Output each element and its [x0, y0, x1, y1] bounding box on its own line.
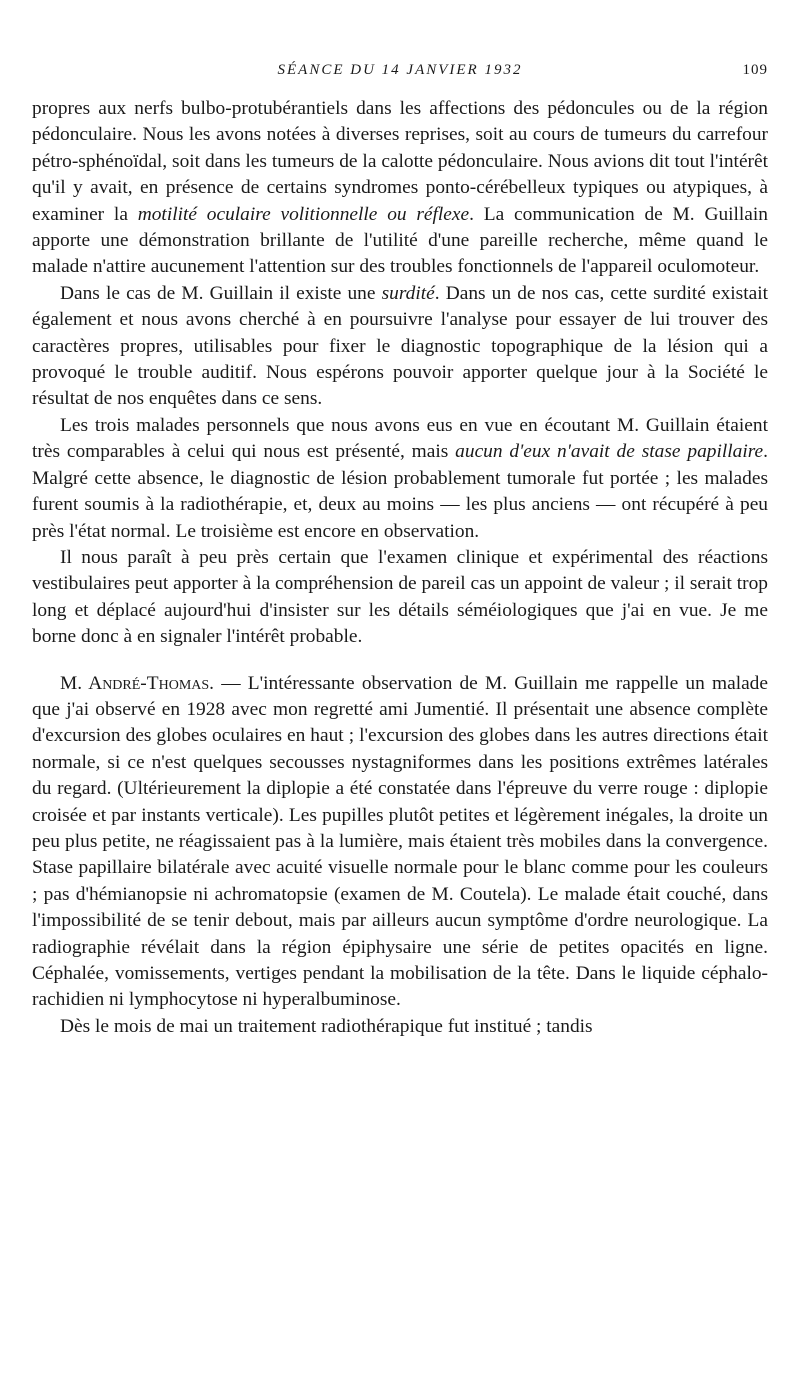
paragraph-2-text-c: . Dans un de nos cas, cette surdité existait également et nous avons cherché à en poursuivre l'analyse pour essayer de lui trouver des caractères propres, utilisables pour fixer le diagnostic topographique de la lésion qui a provoqué le trouble auditif. Nous espérons pouvoir apporter quelque jour à la Société le résultat de nos enquêtes dans ce sens. [32, 282, 768, 410]
paragraph-3 [32, 413, 768, 545]
paragraph-4: Il nous paraît à peu près certain que l'examen clinique et expérimental des réactions vestibulaires peut apporter à la compréhension de pareil cas un appoint de valeur ; il serait trop long et déplacé aujourd'hui d'insister sur les détails séméiologiques que j'ai en vue. Je me borne donc à en signaler l'intérêt probable. [32, 546, 768, 648]
paragraph-3-text-a: Les trois malades personnels que nous avons eus en vue en écoutant M. Guillain étaient très comparables à celui qui nous est présenté, mais [32, 414, 768, 463]
paragraph-1-text-a: propres aux nerfs bulbo-protubérantiels dans les affections des pédoncules ou de la région pédonculaire. Nous les avons notées à diverses reprises, soit au cours de tumeurs du carrefour pétro-sphénoïdal, soit dans les tumeurs de la calotte pédonculaire. Nous avions dit tout l'intérêt qu'il y avait, en présence de certains syndromes ponto-cérébelleux typiques ou atypiques, à examiner la [32, 98, 768, 225]
page-header [32, 62, 768, 86]
page-number: 109 [742, 62, 768, 78]
paragraph-6: Dès le mois de mai un traitement radiothérapique fut institué ; tandis [60, 1015, 593, 1037]
paragraph-1-emphasis: motilité oculaire volitionnelle ou réflexe [137, 203, 470, 225]
paragraph-2-text-a: Dans le cas de M. Guillain il existe une [60, 282, 382, 304]
paragraph-3-text-c: . Malgré cette absence, le diagnostic de lésion probablement tumorale fut portée ; les malades furent soumis à la radiothérapie, et, deux au moins — les plus anciens — ont récupéré à peu près l'état normal. Le troisième est encore en observation. [32, 441, 769, 542]
paragraph-5-text: — L'intéressante observation de M. Guillain me rappelle un malade que j'ai observé en 1928 avec mon regretté ami Jumentié. Il présentait une absence complète d'excursion des globes oculaires en haut ; l'excursion des globes dans les autres directions était normale, si ce n'est quelques secousses nystagniformes dans les positions extrêmes latérales du regard. (Ultérieurement la diplopie a été constatée dans l'épreuve du verre rouge : diplopie croisée et par instants verticale). Les pupilles plutôt petites et légèrement inégales, la droite un peu plus petite, ne réagissaient pas à la lumière, mais étaient très mobiles dans la convergence. Stase papillaire bilatérale avec acuité visuelle normale pour le blanc comme pour les couleurs ; pas d'hémianopsie ni achromatopsie (examen de M. Coutela). Le malade était couché, dans l'impossibilité de se tenir debout, mais par ailleurs aucun symptôme d'ordre neurologique. La radiographie révélait dans la région épiphysaire une série de petites opacités en ligne. Céphalée, vomissements, vertiges pendant la mobilisation de la tête. Dans le liquide céphalo-rachidien ni lymphocytose ni hyperalbuminose. [32, 672, 768, 1011]
speaker-name: M. André-Thomas. [60, 672, 215, 694]
paragraph-2-emphasis: surdité [381, 282, 435, 304]
running-title: SÉANCE DU 14 JANVIER 1932 [277, 62, 523, 78]
paragraph-1-text-c: . La communication de M. Guillain apporte une démonstration brillante de l'utilité d'une pareille recherche, même quand le malade n'attire aucunement l'attention sur des troubles fonctionnels de l'appareil oculomoteur. [32, 203, 768, 278]
paragraph-5 [32, 671, 768, 1014]
paragraph-1 [32, 96, 768, 281]
paragraph-2 [32, 281, 768, 413]
body-text [32, 96, 768, 1040]
paragraph-3-emphasis: aucun d'eux n'avait de stase papillaire [455, 441, 764, 463]
